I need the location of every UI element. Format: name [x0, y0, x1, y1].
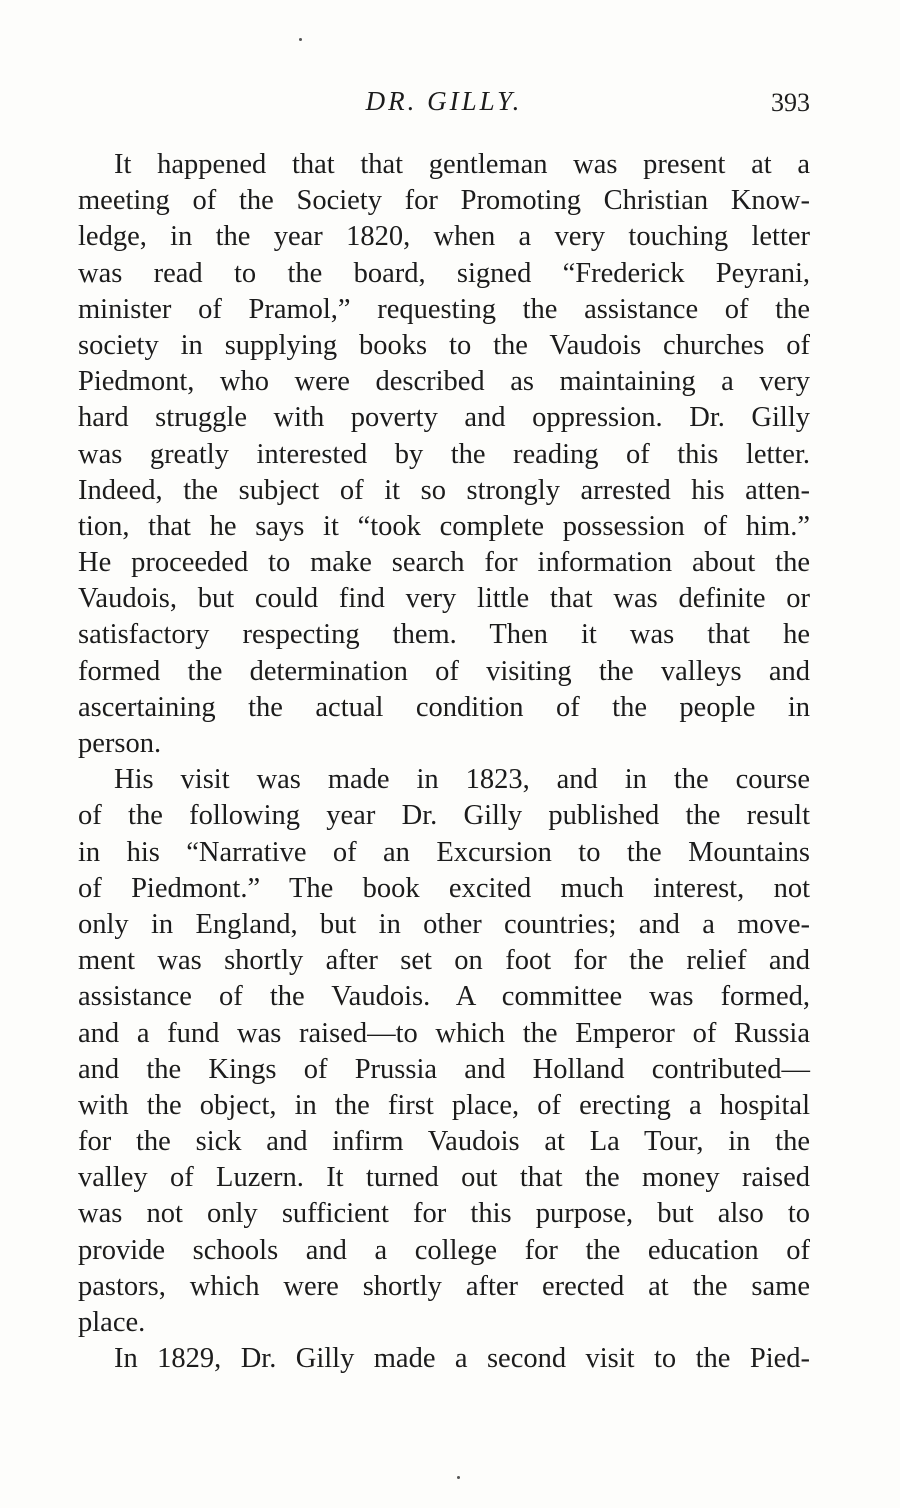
text-line: ascertaining the actual condition of the people in: [78, 691, 810, 723]
text-line: formed the determination of visiting the valleys and: [78, 655, 810, 687]
text-line: satisfactory respecting them. Then it was that he: [78, 619, 810, 651]
text-line: of the following year Dr. Gilly published the result: [78, 800, 810, 832]
text-line: minister of Pramol,” requesting the assistance of the: [78, 293, 810, 325]
text-line: tion, that he says it “took complete possession of him.”: [78, 510, 810, 542]
text-line: pastors, which were shortly after erected at the same: [78, 1270, 810, 1302]
text-line: valley of Luzern. It turned out that the money raised: [78, 1162, 810, 1194]
text-line: ledge, in the year 1820, when a very touching letter: [78, 221, 810, 253]
text-line: with the object, in the first place, of erecting a hospital: [78, 1089, 810, 1121]
text-line: only in England, but in other countries; and a move-: [78, 908, 810, 940]
text-line: His visit was made in 1823, and in the course: [114, 764, 810, 796]
running-title: DR. GILLY.: [365, 86, 523, 116]
text-line: for the sick and infirm Vaudois at La Tour, in the: [78, 1126, 810, 1158]
text-line: Piedmont, who were described as maintaining a very: [78, 366, 810, 398]
running-head: [78, 86, 810, 126]
text-line: of Piedmont.” The book excited much interest, not: [78, 872, 810, 904]
text-line: Vaudois, but could find very little that was definite or: [78, 583, 810, 615]
ink-speck: [457, 1476, 460, 1479]
text-line: was not only sufficient for this purpose, but also to: [78, 1198, 810, 1230]
text-line: and a fund was raised—to which the Emperor of Russia: [78, 1017, 810, 1049]
text-line: provide schools and a college for the education of: [78, 1234, 810, 1266]
text-line: meeting of the Society for Promoting Christian Know-: [78, 185, 810, 217]
page-number: 393: [771, 88, 810, 117]
text-line: Indeed, the subject of it so strongly arrested his atten-: [78, 474, 810, 506]
text-line: He proceeded to make search for information about the: [78, 547, 810, 579]
body-text: [78, 147, 810, 1377]
text-line: It happened that that gentleman was present at a: [114, 149, 810, 180]
text-line: ment was shortly after set on foot for the relief and: [78, 945, 810, 977]
text-line: assistance of the Vaudois. A committee was formed,: [78, 981, 810, 1013]
text-line: in his “Narrative of an Excursion to the Mountains: [78, 836, 810, 868]
text-line: and the Kings of Prussia and Holland contributed—: [78, 1053, 810, 1085]
text-line: was read to the board, signed “Frederick Peyrani,: [78, 257, 810, 289]
ink-speck: [299, 38, 302, 41]
text-line: hard struggle with poverty and oppression. Dr. Gilly: [78, 402, 810, 434]
text-line: In 1829, Dr. Gilly made a second visit to the Pied-: [114, 1343, 810, 1375]
text-line: was greatly interested by the reading of this letter.: [78, 438, 810, 470]
text-line: place.: [78, 1307, 146, 1338]
text-line: person.: [78, 728, 162, 759]
text-line: society in supplying books to the Vaudois churches of: [78, 329, 810, 361]
